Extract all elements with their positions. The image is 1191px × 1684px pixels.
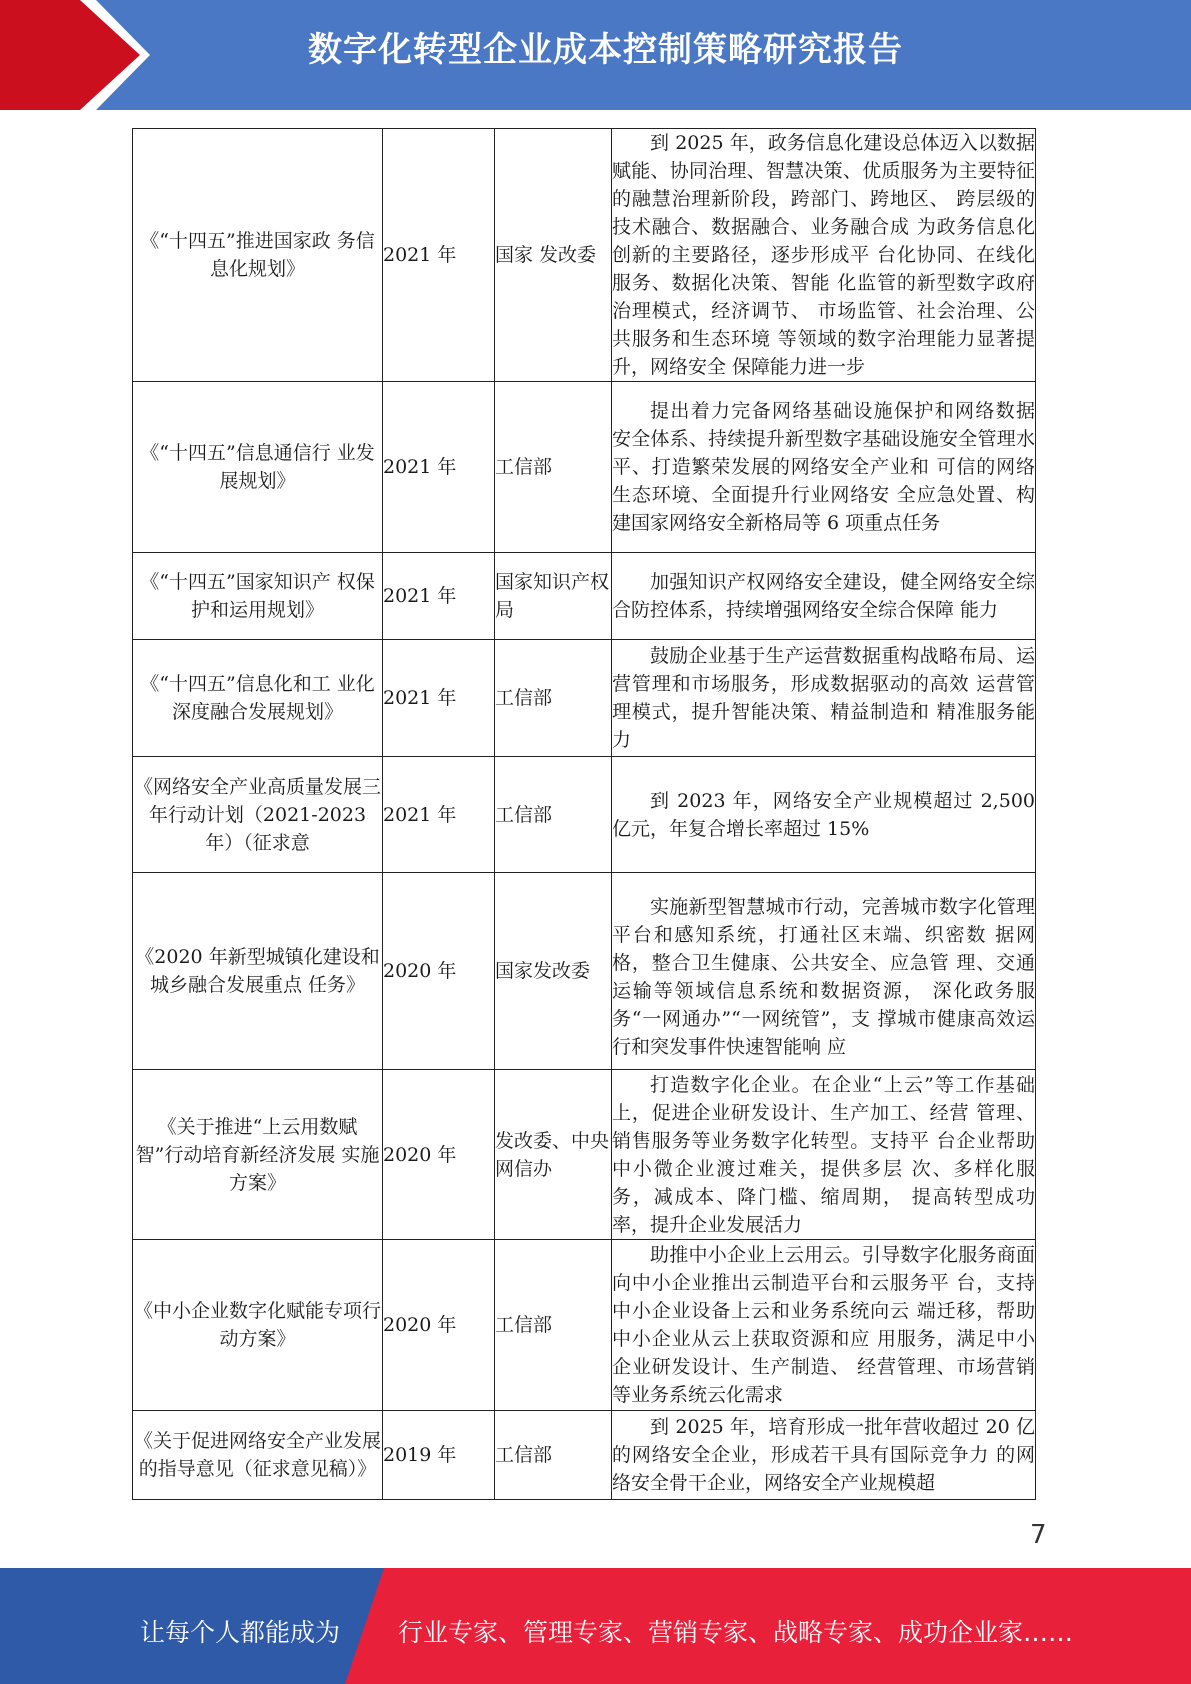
policy-year: 2020 年	[383, 1070, 495, 1240]
policy-name: 《“十四五”信息通信行 业发展规划》	[133, 382, 383, 553]
policy-description: 到 2025 年，政务信息化建设总体迈入以数据 赋能、协同治理、智慧决策、优质服务为主要特征的融慧治理新阶段，跨部门、跨地区、 跨层级的技术融合、数据融合、业务融合成 为政务信息化创新的主要路径，逐步形成平 台化协同、在线化服务、数据化决策、智能 化监管的新型数字政府治理模式，经济调节、 市场监管、社会治理、公共服务和生态环境 等领域的数字治理能力显著提升，网络安全 保障能力进一步	[612, 132, 1035, 378]
policy-description: 实施新型智慧城市行动，完善城市数字化管理平台和感知系统，打通社区末端、织密数 据网格，整合卫生健康、公共安全、应急管 理、交通运输等领域信息系统和数据资源， 深化政务服务“一网通办”“一网统管”，支 撑城市健康高效运行和突发事件快速智能响 应	[612, 896, 1035, 1058]
footer-slogan-left: 让每个人都能成为	[140, 1618, 341, 1647]
policy-table	[132, 128, 1036, 1500]
policy-name: 《中小企业数字化赋能专项行动方案》	[133, 1240, 383, 1411]
policy-description-cell	[612, 1411, 1036, 1500]
policy-table-container	[132, 128, 1035, 1500]
policy-description: 到 2023 年，网络安全产业规模超过 2,500 亿元，年复合增长率超过 15%	[612, 789, 1035, 840]
policy-year: 2021 年	[383, 382, 495, 553]
policy-description: 打造数字化企业。在企业“上云”等工作基础上，促进企业研发设计、生产加工、经营 管理、销售服务等业务数字化转型。支持平 台企业帮助中小微企业渡过难关，提供多层 次、多样化服务，减成本、降门槛、缩周期， 提高转型成功率，提升企业发展活力	[612, 1073, 1035, 1236]
policy-description-cell	[612, 873, 1036, 1070]
policy-department: 国家知识产权局	[495, 553, 612, 640]
table-row	[133, 757, 1036, 873]
policy-department: 发改委、中央网信办	[495, 1070, 612, 1240]
policy-description-cell	[612, 1240, 1036, 1411]
document-title: 数字化转型企业成本控制策略研究报告	[308, 30, 903, 70]
page-number: 7	[1030, 1520, 1047, 1550]
policy-name: 《“十四五”信息化和工 业化深度融合发展规划》	[133, 640, 383, 757]
table-row	[133, 1411, 1036, 1500]
policy-description-cell	[612, 382, 1036, 553]
table-row	[133, 382, 1036, 553]
table-row	[133, 873, 1036, 1070]
policy-department: 工信部	[495, 1240, 612, 1411]
policy-year: 2021 年	[383, 129, 495, 382]
page-header	[0, 0, 1191, 110]
policy-year: 2021 年	[383, 757, 495, 873]
table-row	[133, 1240, 1036, 1411]
policy-description: 鼓励企业基于生产运营数据重构战略布局、运营管理和市场服务，形成数据驱动的高效 运营管理模式，提升智能决策、精益制造和 精准服务能力	[612, 645, 1035, 751]
policy-department: 工信部	[495, 757, 612, 873]
policy-description-cell	[612, 1070, 1036, 1240]
policy-name: 《关于推进“上云用数赋 智”行动培育新经济发展 实施方案》	[133, 1070, 383, 1240]
policy-year: 2020 年	[383, 873, 495, 1070]
policy-department: 工信部	[495, 382, 612, 553]
table-row	[133, 640, 1036, 757]
policy-description-cell	[612, 640, 1036, 757]
policy-description: 提出着力完备网络基础设施保护和网络数据 安全体系、持续提升新型数字基础设施安全管理水平、打造繁荣发展的网络安全产业和 可信的网络生态环境、全面提升行业网络安 全应急处置、构建国家网络安全新格局等 6 项重点任务	[612, 400, 1035, 534]
policy-description-cell	[612, 553, 1036, 640]
policy-name: 《关于促进网络安全产业发展的指导意见（征求意见稿）》	[133, 1411, 383, 1500]
table-row	[133, 1070, 1036, 1240]
policy-year: 2021 年	[383, 640, 495, 757]
policy-department: 国家发改委	[495, 873, 612, 1070]
policy-year: 2021 年	[383, 553, 495, 640]
policy-name: 《2020 年新型城镇化建设和城乡融合发展重点 任务》	[133, 873, 383, 1070]
policy-description-cell	[612, 129, 1036, 382]
policy-description: 助推中小企业上云用云。引导数字化服务商面向中小企业推出云制造平台和云服务平 台，支持中小企业设备上云和业务系统向云 端迁移，帮助中小企业从云上获取资源和应 用服务，满足中小企业研发设计、生产制造、 经营管理、市场营销等业务系统云化需求	[612, 1244, 1035, 1406]
policy-name: 《网络安全产业高质量发展三年行动计划（2021-2023 年）（征求意	[133, 757, 383, 873]
policy-name: 《“十四五”推进国家政 务信息化规划》	[133, 129, 383, 382]
policy-department: 国家 发改委	[495, 129, 612, 382]
table-row	[133, 129, 1036, 382]
policy-department: 工信部	[495, 640, 612, 757]
policy-department: 工信部	[495, 1411, 612, 1500]
policy-description: 加强知识产权网络安全建设，健全网络安全综合防控体系，持续增强网络安全综合保障 能力	[612, 571, 1035, 621]
page-footer	[0, 1568, 1191, 1684]
policy-description-cell	[612, 757, 1036, 873]
policy-name: 《“十四五”国家知识产 权保护和运用规划》	[133, 553, 383, 640]
policy-year: 2020 年	[383, 1240, 495, 1411]
table-row	[133, 553, 1036, 640]
policy-description: 到 2025 年，培育形成一批年营收超过 20 亿的网络安全企业，形成若干具有国际竞争力 的网络安全骨干企业，网络安全产业规模超	[612, 1416, 1035, 1494]
policy-year: 2019 年	[383, 1411, 495, 1500]
footer-slogan-right: 行业专家、管理专家、营销专家、战略专家、成功企业家……	[398, 1618, 1074, 1647]
